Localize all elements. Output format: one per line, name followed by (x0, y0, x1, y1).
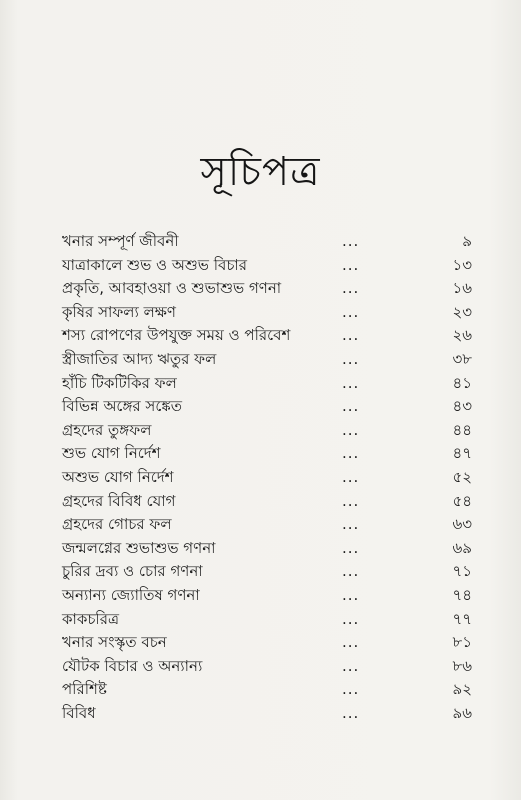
toc-page-number: ৪৪ (452, 420, 472, 439)
toc-entry-label: অশুভ যোগ নির্দেশ (62, 467, 174, 486)
toc-row (62, 513, 472, 537)
toc-row (62, 466, 472, 490)
toc-leader-dots: ... (342, 255, 360, 274)
toc-page-number: ৫২ (452, 467, 472, 486)
toc-page-number: ৬৩ (452, 515, 472, 534)
toc-page-number: ২৩ (452, 302, 472, 321)
toc-row (62, 702, 472, 726)
toc-leader-dots: ... (342, 633, 360, 652)
toc-entry-label: হাঁচি টিকটিকির ফল (62, 373, 177, 392)
toc-entry-label: খনার সংস্কৃত বচন (62, 633, 167, 652)
toc-page-number: ৭৭ (452, 609, 472, 628)
toc-row (62, 324, 472, 348)
table-of-contents (62, 230, 472, 725)
toc-entry-label: জন্মলগ্নের শুভাশুভ গণনা (62, 538, 216, 557)
toc-row (62, 655, 472, 679)
toc-entry-label: পরিশিষ্ট (62, 680, 107, 699)
toc-entry-label: যাত্রাকালে শুভ ও অশুভ বিচার (62, 255, 248, 274)
toc-entry-label: কাকচরিত্র (62, 609, 119, 628)
toc-page-number: ৯৬ (452, 703, 472, 722)
toc-row (62, 419, 472, 443)
toc-entry-label: কৃষির সাফল্য লক্ষণ (62, 302, 176, 321)
toc-row (62, 395, 472, 419)
toc-leader-dots: ... (342, 279, 360, 298)
toc-entry-label: গ্রহদের তুঙ্গফল (62, 420, 152, 439)
toc-row (62, 301, 472, 325)
toc-page-number: ৪৭ (452, 444, 472, 463)
toc-page-number: ১৩ (452, 255, 472, 274)
toc-leader-dots: ... (342, 232, 360, 250)
toc-page-number: ৪১ (452, 373, 472, 392)
toc-leader-dots: ... (342, 326, 360, 345)
toc-entry-label: বিভিন্ন অঙ্গের সঙ্কেত (62, 397, 182, 416)
toc-leader-dots: ... (342, 656, 360, 675)
toc-leader-dots: ... (342, 373, 360, 392)
toc-row (62, 442, 472, 466)
toc-row (62, 372, 472, 396)
toc-page-number: ২৬ (452, 326, 472, 345)
toc-page-number: ৯২ (452, 680, 472, 699)
toc-leader-dots: ... (342, 609, 360, 628)
toc-page-number: ৮৬ (452, 656, 472, 675)
toc-leader-dots: ... (342, 562, 360, 581)
toc-row (62, 560, 472, 584)
toc-page-number: ৫৪ (452, 491, 472, 510)
toc-entry-label: চুরির দ্রব্য ও চোর গণনা (62, 562, 203, 581)
toc-leader-dots: ... (342, 515, 360, 534)
toc-entry-label: শস্য রোপণের উপযুক্ত সময় ও পরিবেশ (62, 326, 291, 345)
toc-leader-dots: ... (342, 302, 360, 321)
toc-entry-label: গ্রহদের গোচর ফল (62, 515, 172, 534)
toc-row (62, 490, 472, 514)
toc-leader-dots: ... (342, 467, 360, 486)
toc-page-number: ৪৩ (452, 397, 472, 416)
toc-page-number: ৯ (462, 232, 472, 250)
page-title: সূচিপত্র (200, 149, 321, 195)
toc-leader-dots: ... (342, 585, 360, 604)
toc-row (62, 348, 472, 372)
toc-row (62, 277, 472, 301)
toc-entry-label: প্রকৃতি, আবহাওয়া ও শুভাশুভ গণনা (62, 279, 282, 298)
toc-row (62, 608, 472, 632)
toc-entry-label: স্ত্রীজাতির আদ্য ঋতুর ফল (62, 349, 217, 368)
toc-leader-dots: ... (342, 397, 360, 416)
toc-page-number: ৮১ (452, 633, 472, 652)
toc-page-number: ৩৮ (452, 349, 472, 368)
toc-row (62, 584, 472, 608)
toc-page-number: ৬৯ (452, 538, 472, 557)
toc-row (62, 678, 472, 702)
toc-row (62, 254, 472, 278)
toc-row (62, 631, 472, 655)
toc-row (62, 230, 472, 254)
toc-leader-dots: ... (342, 703, 360, 722)
toc-entry-label: বিবিধ (62, 703, 96, 722)
toc-row (62, 537, 472, 561)
toc-leader-dots: ... (342, 420, 360, 439)
toc-entry-label: অন্যান্য জ্যোতিষ গণনা (62, 585, 200, 604)
toc-entry-label: শুভ যোগ নির্দেশ (62, 444, 161, 463)
toc-leader-dots: ... (342, 538, 360, 557)
toc-page-number: ১৬ (452, 279, 472, 298)
toc-leader-dots: ... (342, 491, 360, 510)
toc-page-number: ৭৪ (452, 585, 472, 604)
toc-entry-label: যৌটক বিচার ও অন্যান্য (62, 656, 203, 675)
toc-entry-label: খনার সম্পূর্ণ জীবনী (62, 232, 179, 250)
toc-leader-dots: ... (342, 444, 360, 463)
toc-page-number: ৭১ (452, 562, 472, 581)
toc-leader-dots: ... (342, 680, 360, 699)
toc-leader-dots: ... (342, 349, 360, 368)
toc-entry-label: গ্রহদের বিবিধ যোগ (62, 491, 176, 510)
